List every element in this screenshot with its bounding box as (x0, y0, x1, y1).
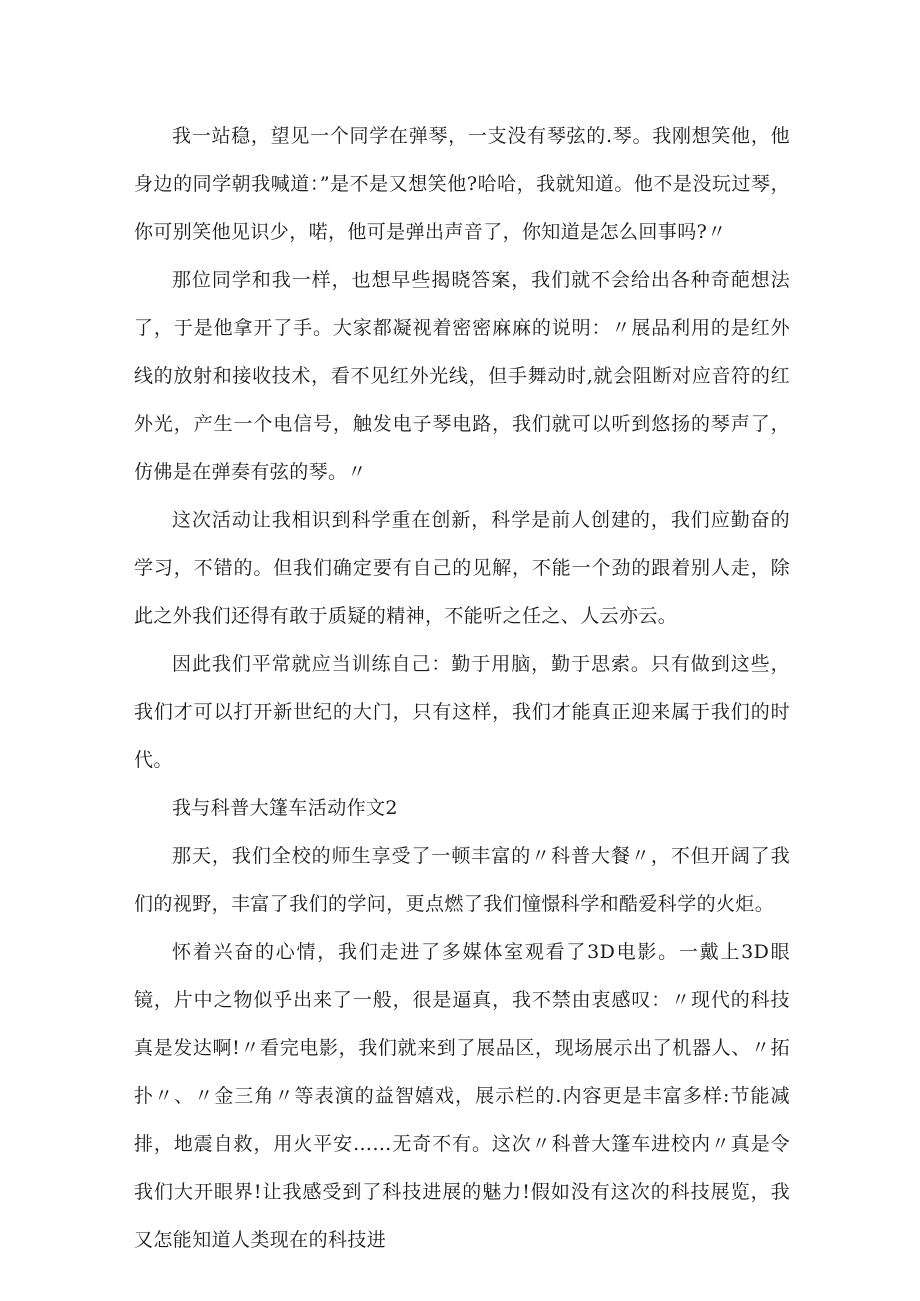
document-body (134, 112, 790, 1264)
paragraph-6: 怀着兴奋的心情，我们走进了多媒体室观看了3D电影。一戴上3D眼镜，片中之物似乎出来了一般，很是逼真，我不禁由衷感叹：〃现代的科技真是发达啊!〃看完电影，我们就来到了展品区，现场展示出了机器人、〃拓扑〃、〃金三角〃等表演的益智嬉戏，展示栏的.内容更是丰富多样:节能减排，地震自救，用火平安……无奇不有。这次〃科普大篷车进校内〃真是令我们大开眼界!让我感受到了科技进展的魅力!假如没有这次的科技展览，我又怎能知道人类现在的科技进 (134, 941, 790, 1251)
paragraph-2: 那位同学和我一样，也想早些揭晓答案，我们就不会给出各种奇葩想法了，于是他拿开了手。大家都凝视着密密麻麻的说明：〃展品利用的是红外线的放射和接收技术，看不见红外光线，但手舞动时,就会阻断对应音符的红外光，产生一个电信号，触发电子琴电路，我们就可以听到悠扬的琴声了，仿佛是在弹奏有弦的琴。〃 (134, 269, 790, 483)
paragraph-1: 我一站稳，望见一个同学在弹琴，一支没有琴弦的.琴。我刚想笑他，他身边的同学朝我喊道：”是不是又想笑他?哈哈，我就知道。他不是没玩过琴，你可别笑他见识少，喏，他可是弹出声音了，你知道是怎么回事吗?〃 (134, 125, 790, 243)
paragraph-5: 那天，我们全校的师生享受了一顿丰富的〃科普大餐〃，不但开阔了我们的视野，丰富了我们的学问，更点燃了我们憧憬科学和酷爱科学的火炬。 (134, 845, 790, 915)
paragraph-3: 这次活动让我相识到科学重在创新，科学是前人创建的，我们应勤奋的学习，不错的。但我们确定要有自己的见解，不能一个劲的跟着别人走，除此之外我们还得有敢于质疑的精神，不能听之任之、人云亦云。 (134, 509, 790, 627)
section-heading: 我与科普大篷车活动作文2 (172, 797, 398, 819)
paragraph-4: 因此我们平常就应当训练自己：勤于用脑，勤于思索。只有做到这些，我们才可以打开新世纪的大门，只有这样，我们才能真正迎来属于我们的时代。 (134, 653, 790, 771)
